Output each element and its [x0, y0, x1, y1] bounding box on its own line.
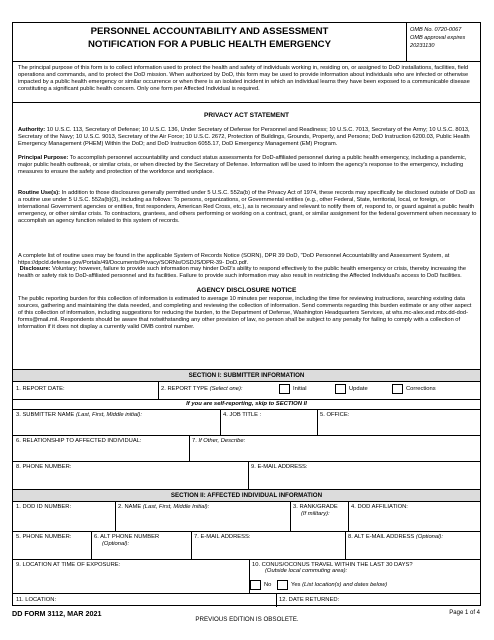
submitter-name-note: (Last, First, Middle initial):	[75, 412, 142, 418]
divider	[13, 399, 480, 400]
alt-email-note: (Optional):	[415, 534, 443, 540]
affiliation-label: 4. DOD AFFILIATION:	[351, 504, 408, 510]
submitter-email-label: 9. E-MAIL ADDRESS:	[251, 464, 308, 470]
travel-label: 10. CONUS/OCONUS TRAVEL WITHIN THE LAST 30 DAYS?	[252, 562, 413, 568]
update-checkbox[interactable]	[335, 384, 346, 394]
self-report-note: If you are self-reporting, skip to SECTION II	[186, 401, 307, 407]
intro-paragraph: The principal purpose of this form is to collect information used to protect the health and safety of individuals working in, residing on, or assigned to DoD installations, facilities, field operations and commands, and to protect the DoD mission. When authorized by DoD, this form may be used to provide information about individuals who are infected or otherwise impacted by a public health emergency or similar occurrence or when there is an isolated incident in which an individual learns they have been exposed to a communicable disease constituting a significant public health concern. Only one form per Affected Individual is required.	[18, 65, 470, 92]
privacy-sorn: A complete list of routine uses may be found in the applicable System of Records Notice (SORN), DPR 39 DoD, "DoD Personnel Accountability and Assessment System, at https://dpcld.defense.gov/Portals/49/Documents/Privacy/SORNs/OSDJS/DPR-39- DoD.pdf.	[18, 253, 450, 266]
divider	[13, 593, 480, 594]
divider	[13, 531, 480, 532]
previous-edition-note: PREVIOUS EDITION IS OBSOLETE.	[195, 616, 299, 623]
other-describe-label	[192, 438, 245, 445]
purpose-label: Principal Purpose:	[18, 155, 69, 161]
divider	[13, 369, 480, 370]
travel-note	[265, 568, 347, 575]
affected-name-label	[118, 504, 209, 511]
other-number: 7.	[192, 438, 197, 444]
exposure-location-label: 9. LOCATION AT TIME OF EXPOSURE:	[16, 562, 121, 568]
privacy-disclosure	[18, 266, 477, 280]
divider	[13, 381, 480, 382]
report-type-note: (Select one):	[209, 386, 243, 392]
travel-yes-note: (List location(s) and dates below)	[302, 582, 388, 588]
corrections-checkbox[interactable]	[392, 384, 403, 394]
form-title-line2: NOTIFICATION FOR A PUBLIC HEALTH EMERGENCY	[87, 38, 332, 50]
divider	[317, 409, 318, 435]
divider	[220, 409, 221, 435]
omb-number: OMB No. 0720-0067	[410, 27, 462, 33]
job-title-label: 4. JOB TITLE :	[223, 412, 262, 418]
report-type-text: 2. REPORT TYPE	[161, 386, 209, 392]
location-label: 11. LOCATION:	[16, 597, 57, 603]
disclosure-text: Voluntary; however, failure to provide such information may hinder DoD's ability to respond effectively to the public health emergency or crisis, thereby increasing the health or safety risk to DoD-affiliated personnel and its facilities. Failure to provide such information may also result in restricting the Affected Individual's access to DoD facilities.	[18, 266, 467, 279]
affected-phone-label: 5. PHONE NUMBER:	[16, 534, 72, 540]
authority-text: 10 U.S.C. 113, Secretary of Defense; 10 U.S.C. 136, Under Secretary of Defense for Personnel and Readiness; 10 U.S.C. 7013, Secretary of the Army; 10 U.S.C. 8013, Secretary of the Navy; 10 U.S.C. 9013, Secretary of the Air Force; 10 U.S.C. 2672, Protection of Buildings, Grounds, Property, and Persons; DoD Instruction 6200.03, Public Health Emergency Management (PHEM) Within the DoD; and DoD Instruction 6055.17, DoD Emergency Management (EM) Program.	[18, 127, 470, 147]
corrections-label: Corrections	[406, 386, 436, 392]
routine-text: In addition to those disclosures generally permitted under 5 U.S.C. 552a(b) of the Privacy Act of 1974, these records may specifically be disclosed outside of DoD as a routine use under 5 U.S.C. 552a(b)(3), including as follows: To persons, organizations, or Governmental entities (e.g., other Federal, State, territorial, local, or foreign, or international Government agencies or entities, first responders, American Red Cross, etc.), as is necessary and relevant to notify them of, respond to, or guard against a public health emergency, or other similar crisis. To contractors, grantees, and others performing or working on a contract, grant, or similar assignment for the federal government when necessary to accomplish an agency function related to this system of records.	[18, 190, 477, 224]
report-date-label: 1. REPORT DATE:	[16, 386, 65, 392]
rank-note	[301, 511, 330, 518]
rank-label: 3. RANK/GRADE	[293, 504, 338, 510]
relationship-label: 6. RELATIONSHIP TO AFFECTED INDIVIDUAL:	[16, 438, 142, 444]
divider	[115, 501, 116, 531]
initial-label: Initial	[293, 386, 307, 392]
divider	[158, 381, 159, 399]
alt-email-text: 8. ALT E-MAIL ADDRESS	[348, 534, 415, 540]
omb-date: 20231130	[410, 43, 435, 49]
divider	[13, 409, 480, 410]
affected-email-label: 7. E-MAIL ADDRESS:	[194, 534, 251, 540]
divider	[248, 461, 249, 489]
travel-yes-label	[291, 582, 387, 589]
travel-no-checkbox[interactable]	[250, 580, 261, 590]
divider	[348, 501, 349, 531]
divider	[191, 531, 192, 559]
divider	[276, 593, 277, 607]
travel-note-text: (Outside local commuting area):	[265, 568, 348, 574]
agency-text: The public reporting burden for this collection of information is estimated to average 10 minutes per response, including the time for reviewing instructions, searching existing data sources, gathering and maintaining the data needed, and completing and reviewing the collection of information. Send comments regarding this burden estimate or any other aspect of this collection of information, including suggestions for reducing the burden, to the Department of Defense, Washington Headquarters Services, at whs.mc-alex.esd.mbx.dd-dod-forms@mail.mil. Respondents should be aware that notwithstanding any other provision of law, no person shall be subject to any penalty for failing to comply with a collection of information if it does not display a currently valid OMB control number.	[18, 296, 472, 330]
travel-yes-text: Yes	[291, 582, 301, 588]
dod-id-label: 1. DOD ID NUMBER:	[16, 504, 72, 510]
rank-note-text: (If military):	[301, 511, 330, 517]
other-note: If Other, Describe:	[198, 438, 246, 444]
travel-yes-checkbox[interactable]	[277, 580, 288, 590]
divider	[13, 102, 480, 103]
submitter-phone-label: 8. PHONE NUMBER:	[16, 464, 72, 470]
divider	[13, 501, 480, 502]
privacy-heading: PRIVACY ACT STATEMENT	[204, 112, 289, 119]
section1-heading: SECTION I: SUBMITTER INFORMATION	[13, 370, 480, 381]
omb-box	[406, 23, 482, 61]
office-label: 5. OFFICE:	[320, 412, 350, 418]
alt-phone-note-text: (Optional):	[102, 541, 130, 547]
privacy-purpose	[18, 155, 477, 176]
divider	[91, 531, 92, 559]
affected-name-text: 2. NAME	[118, 504, 142, 510]
divider	[13, 461, 480, 462]
submitter-name-label	[16, 412, 142, 419]
form-number: DD FORM 3112, MAR 2021	[12, 609, 102, 618]
form-title	[13, 26, 406, 51]
form-title-line1: PERSONNEL ACCOUNTABILITY AND ASSESSMENT	[90, 26, 329, 37]
update-label: Update	[349, 386, 368, 392]
alt-phone-note	[102, 541, 129, 548]
privacy-authority	[18, 127, 477, 148]
affected-name-note: (Last, First, Middle Initial):	[142, 504, 210, 510]
initial-checkbox[interactable]	[279, 384, 290, 394]
divider	[345, 531, 346, 559]
date-returned-label: 12. DATE RETURNED:	[279, 597, 340, 603]
submitter-name-text: 3. SUBMITTER NAME	[16, 412, 75, 418]
purpose-text: To accomplish personnel accountability and conduct status assessments for DoD-affiliated personnel during a public health emergency, including a pandemic, major public health outbreak, or similar crisis, or when directed by the Secretary of Defense. Information will be used to inform the agency's response to the emergency, including measures to ensure the safety and protection of the workforce and workplace.	[18, 155, 467, 175]
form-page	[12, 22, 481, 606]
privacy-routine	[18, 190, 477, 225]
omb-expires: OMB approval expires	[410, 35, 466, 41]
alt-phone-label: 6. ALT PHONE NUMBER	[94, 534, 160, 540]
divider	[290, 501, 291, 531]
divider	[13, 559, 480, 560]
page-number: Page 1 of 4	[449, 610, 480, 616]
disclosure-label: Disclosure:	[19, 266, 51, 272]
section2-heading: SECTION II: AFFECTED INDIVIDUAL INFORMATION	[13, 490, 480, 501]
authority-label: Authority:	[18, 127, 46, 133]
report-type-label	[161, 386, 243, 393]
alt-email-label	[348, 534, 443, 541]
form-header	[13, 23, 480, 62]
divider	[13, 435, 480, 436]
travel-no-label: No	[264, 582, 272, 588]
routine-label: Routine Use(s):	[18, 190, 61, 196]
agency-heading: AGENCY DISCLOSURE NOTICE	[196, 287, 297, 294]
divider	[189, 435, 190, 461]
